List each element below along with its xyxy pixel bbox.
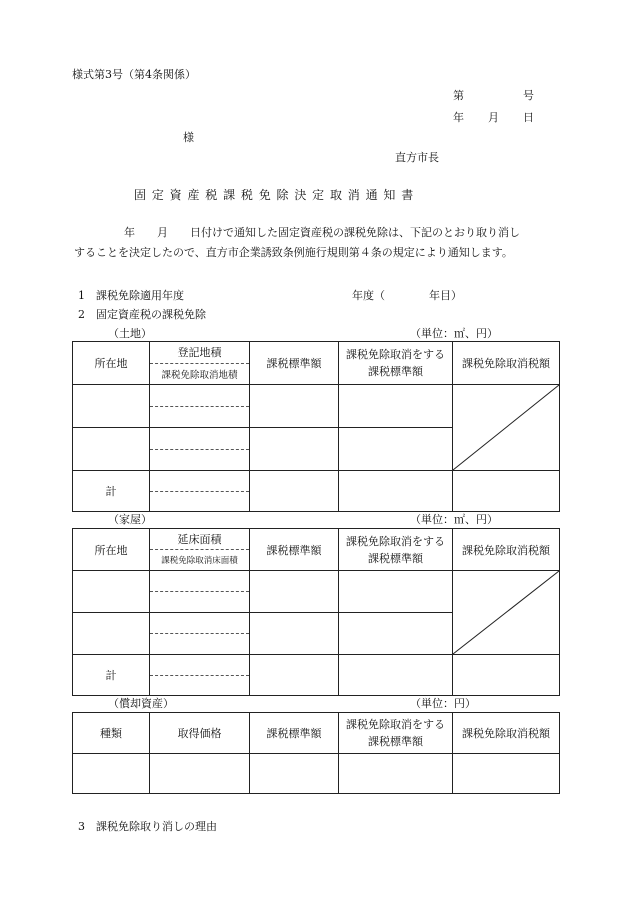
house-cell-standard[interactable]	[250, 571, 339, 613]
land-cell-location[interactable]	[73, 385, 150, 428]
house-total-cancel-tax[interactable]	[453, 655, 560, 696]
item1-label: 1 課税免除適用年度	[78, 289, 184, 302]
depreciable-cell-cancel-standard[interactable]	[339, 754, 453, 794]
house-header-area	[150, 529, 250, 571]
number-dai: 第	[453, 89, 464, 102]
land-cell-standard[interactable]	[250, 428, 339, 471]
house-header-location: 所在地	[73, 529, 150, 571]
land-cell-cancel-standard[interactable]	[339, 428, 453, 471]
house-total-row	[73, 655, 560, 696]
land-header-cancel-standard: 課税免除取消をする課税標準額	[339, 342, 453, 385]
house-cell-standard[interactable]	[250, 613, 339, 655]
land-total-area[interactable]	[150, 471, 250, 512]
house-cell-location[interactable]	[73, 571, 150, 613]
house-caption: （家屋）	[108, 513, 152, 526]
house-cell-cancel-standard[interactable]	[339, 571, 453, 613]
house-header-cancel-standard: 課税免除取消をする課税標準額	[339, 529, 453, 571]
diagonal-strike	[453, 571, 559, 654]
house-cancel-tax-merged-cell	[453, 571, 560, 655]
item1-year: 年度（ 年目）	[352, 289, 462, 302]
land-cancel-tax-merged-cell	[453, 385, 560, 471]
house-cell-location[interactable]	[73, 613, 150, 655]
body-line-2: することを決定したので、直方市企業誘致条例施行規則第４条の規定により通知します。	[74, 246, 513, 259]
document-title: 固 定 資 産 税 課 税 免 除 決 定 取 消 通 知 書	[134, 188, 415, 202]
house-total-area[interactable]	[150, 655, 250, 696]
land-row	[73, 385, 560, 428]
date-day: 日	[523, 111, 534, 124]
house-header-cancel-tax: 課税免除取消税額	[453, 529, 560, 571]
depreciable-header-cancel-tax: 課税免除取消税額	[453, 713, 560, 754]
depreciable-header-cancel-standard: 課税免除取消をする課税標準額	[339, 713, 453, 754]
depreciable-unit: （単位：円）	[410, 697, 476, 710]
land-cell-cancel-standard[interactable]	[339, 385, 453, 428]
land-unit: （単位：㎡、円）	[410, 327, 498, 340]
house-total-label: 計	[73, 655, 150, 696]
land-header-area	[150, 342, 250, 385]
item2-label: 2 固定資産税の課税免除	[78, 308, 206, 321]
depreciable-header-standard: 課税標準額	[250, 713, 339, 754]
date-month: 月	[488, 111, 499, 124]
house-total-cancel-standard[interactable]	[339, 655, 453, 696]
depreciable-row	[73, 754, 560, 794]
diagonal-strike	[453, 385, 559, 470]
item3-label: 3 課税免除取り消しの理由	[78, 820, 217, 833]
house-header-area-bottom: 課税免除取消床面積	[150, 549, 249, 570]
house-header-area-top: 延床面積	[177, 533, 222, 546]
land-cell-area[interactable]	[150, 428, 250, 471]
land-header-area-top: 登記地積	[177, 346, 222, 360]
land-total-standard[interactable]	[250, 471, 339, 512]
depreciable-header-kind: 種類	[73, 713, 150, 754]
land-header-standard: 課税標準額	[250, 342, 339, 385]
land-total-label: 計	[73, 471, 150, 512]
land-header-location: 所在地	[73, 342, 150, 385]
house-row	[73, 571, 560, 613]
depreciable-cell-standard[interactable]	[250, 754, 339, 794]
house-cell-cancel-standard[interactable]	[339, 613, 453, 655]
depreciable-header-price: 取得価格	[150, 713, 250, 754]
house-cell-area[interactable]	[150, 613, 250, 655]
land-header-area-bottom: 課税免除取消地積	[150, 363, 249, 385]
form-number: 様式第3号（第4条関係）	[72, 68, 196, 81]
addressee-suffix: 様	[183, 131, 194, 144]
issuer: 直方市長	[395, 151, 439, 164]
land-cell-standard[interactable]	[250, 385, 339, 428]
house-total-standard[interactable]	[250, 655, 339, 696]
land-header-cancel-tax: 課税免除取消税額	[453, 342, 560, 385]
land-caption: （土地）	[108, 327, 152, 340]
date-year: 年	[453, 111, 464, 124]
house-cell-area[interactable]	[150, 571, 250, 613]
body-line-1: 年 月 日付けで通知した固定資産税の課税免除は、下記のとおり取り消し	[124, 226, 520, 239]
depreciable-cell-cancel-tax[interactable]	[453, 754, 560, 794]
depreciable-cell-kind[interactable]	[73, 754, 150, 794]
house-header-standard: 課税標準額	[250, 529, 339, 571]
depreciable-cell-price[interactable]	[150, 754, 250, 794]
land-cell-area[interactable]	[150, 385, 250, 428]
depreciable-table	[72, 712, 560, 794]
house-unit: （単位：㎡、円）	[410, 513, 498, 526]
land-table	[72, 341, 560, 512]
depreciable-caption: （償却資産）	[108, 697, 174, 710]
house-table	[72, 528, 560, 696]
land-total-cancel-standard[interactable]	[339, 471, 453, 512]
number-go: 号	[523, 89, 534, 102]
land-total-row	[73, 471, 560, 512]
land-cell-location[interactable]	[73, 428, 150, 471]
land-total-cancel-tax[interactable]	[453, 471, 560, 512]
